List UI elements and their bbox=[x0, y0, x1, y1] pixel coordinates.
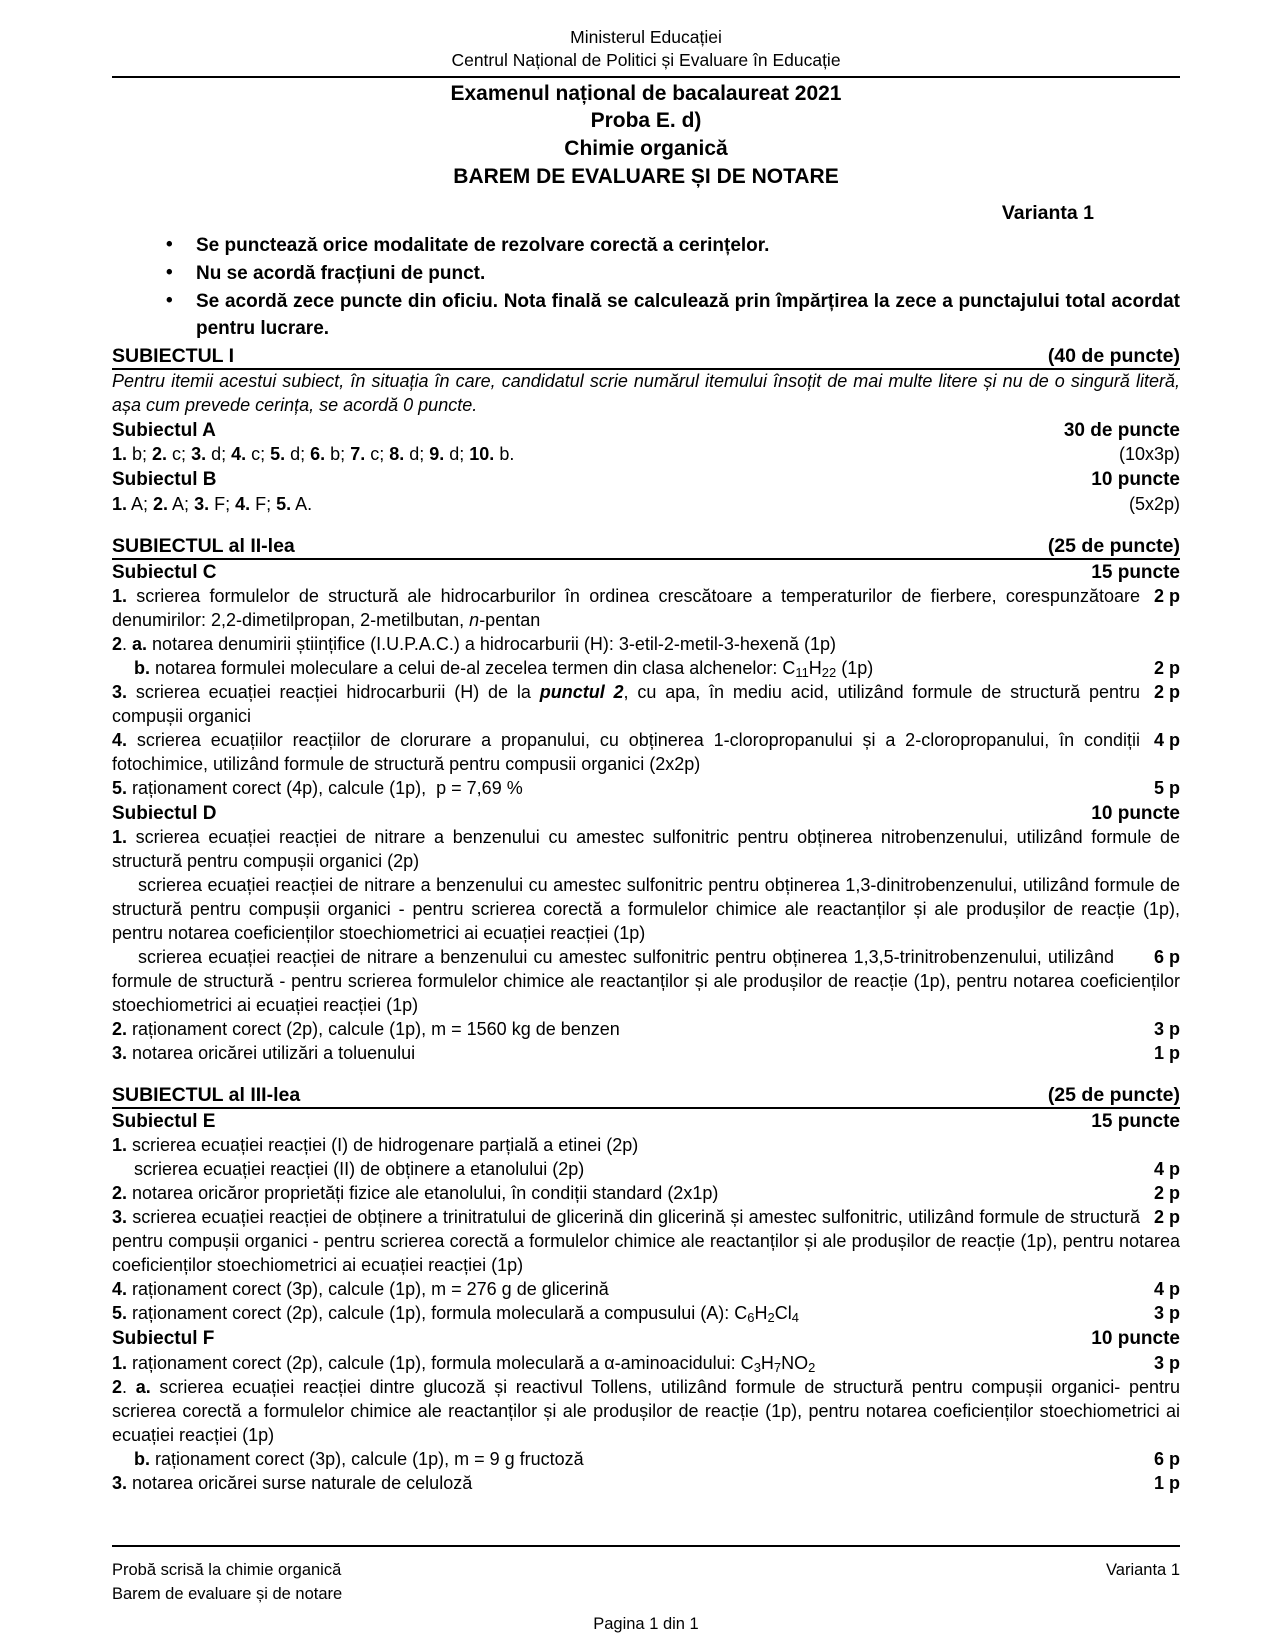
list-item: • Se punctează orice modalitate de rezolvare corectă a cerințelor. bbox=[160, 233, 1180, 260]
footer-page-number: Pagina 1 din 1 bbox=[593, 1615, 699, 1633]
answer-row-B bbox=[112, 493, 1180, 517]
exam-title bbox=[112, 80, 1180, 191]
center-line: Centrul Național de Politici și Evaluare în Educație bbox=[451, 50, 841, 71]
subsection-points: 30 de puncte bbox=[1063, 419, 1180, 441]
exam-title-line2: Proba E. d) bbox=[590, 109, 702, 133]
exam-title-line4: BAREM DE EVALUARE ȘI DE NOTARE bbox=[453, 164, 839, 188]
footer-left bbox=[112, 1559, 342, 1607]
criteria-item: 2 p b. notarea formulei moleculare a celui de-al zecelea termen din clasa alchenelor: $C_{11}H_{22}$ (1p) bbox=[134, 657, 1180, 681]
criteria-item: 5 p 5. raționament corect (4p), calcule (1p), p = 7,69 % bbox=[112, 777, 1180, 801]
criteria-item: 2 p 2. notarea oricăror proprietăți fizice ale etanolului, în condiții standard (2x1p) bbox=[112, 1182, 1180, 1206]
criteria-points: 4 p bbox=[1153, 730, 1180, 751]
answer-points: (10x3p) bbox=[1118, 444, 1180, 465]
section-header-subject-1 bbox=[112, 345, 1180, 370]
section-header-subject-3 bbox=[112, 1084, 1180, 1109]
criteria-item: 4 p 4. raționament corect (3p), calcule (1p), m = 276 g de glicerină bbox=[112, 1278, 1180, 1302]
criteria-item: 3 p 1. raționament corect (2p), calcule (1p), formula moleculară a α-aminoacidului: $C_3H_7NO_2$ bbox=[112, 1352, 1180, 1375]
criteria-item: 1. scrierea ecuației reacției (I) de hidrogenare parțială a etinei (2p) bbox=[112, 1135, 639, 1156]
subsection-header-B bbox=[112, 467, 1180, 492]
subsection-title: Subiectul E bbox=[112, 1110, 216, 1132]
header-divider bbox=[112, 76, 1180, 78]
list-item: • Se acordă zece puncte din oficiu. Nota finală se calculează prin împărțirea la zece a punctajului total acordat pentru lucrare. bbox=[160, 289, 1180, 343]
answer-list: 1. A; 2. A; 3. F; 4. F; 5. A. bbox=[112, 493, 313, 514]
criteria-points: 4 p bbox=[1153, 1159, 1180, 1180]
section-points: (40 de puncte) bbox=[1047, 345, 1180, 368]
criteria-item: 4 p scrierea ecuației reacției (II) de obținere a etanolului (2p) bbox=[112, 1158, 1180, 1182]
criteria-points: 2 p bbox=[1153, 682, 1180, 703]
variant-label: Varianta 1 bbox=[1001, 202, 1094, 225]
criteria-item: 4 p 4. scrierea ecuațiilor reacțiilor de clorurare a propanului, cu obținerea 1-cloropropanului și a 2-cloropropanului, în condiții fotochimice, utilizând formule de structură pentru compusii organici (2x2p) bbox=[112, 730, 1180, 775]
footer-divider bbox=[112, 1545, 1180, 1547]
criteria-points: 3 p bbox=[1153, 1302, 1180, 1323]
subsection-title: Subiectul A bbox=[112, 419, 216, 441]
criteria-item: 3 p 5. raționament corect (2p), calcule (1p), formula moleculară a compusului (A): $C_6H_2Cl_4$ bbox=[112, 1302, 1180, 1326]
subsection-header-F bbox=[112, 1326, 1180, 1351]
section-header-subject-2 bbox=[112, 535, 1180, 560]
footer-columns bbox=[112, 1559, 1180, 1607]
section-points: (25 de puncte) bbox=[1047, 1083, 1180, 1106]
criteria-points: 1 p bbox=[1153, 1042, 1180, 1063]
subsection-title: Subiectul F bbox=[112, 1328, 215, 1350]
criteria-points: 2 p bbox=[1153, 586, 1180, 607]
subsection-title: Subiectul D bbox=[112, 802, 217, 824]
criteria-item: 2 p 3. scrierea ecuației reacției hidrocarburii (H) de la punctul 2, cu apa, în mediu acid, utilizând formule de structură pentru compușii organici bbox=[112, 682, 1180, 727]
section-points: (25 de puncte) bbox=[1047, 534, 1180, 557]
footer-doc-label: Barem de evaluare și de notare bbox=[112, 1585, 343, 1604]
criteria-item: 2. a. scrierea ecuației reacției dintre glucoză și reactivul Tollens, utilizând formule de structură pentru compușii organici- pentru scrierea corectă a formulelor chimice ale reactanților și ale produșilor de reacție (1p), pentru notarea coeficienților stoechiometrici ai ecuației reacției (1p) bbox=[112, 1377, 1180, 1446]
criteria-points: 3 p bbox=[1153, 1352, 1180, 1373]
criteria-points: 5 p bbox=[1153, 778, 1180, 799]
subsection-header-C bbox=[112, 560, 1180, 585]
criteria-points: 2 p bbox=[1153, 1207, 1180, 1228]
general-notes-list bbox=[112, 233, 1180, 343]
criteria-item: 2 p 1. scrierea formulelor de structură ale hidrocarburilor în ordinea crescătoare a temperaturilor de fierbere, corespunzătoare denumirilor: 2,2-dimetilpropan, 2-metilbutan, n-pentan bbox=[112, 586, 1180, 630]
criteria-item: 1 p 3. notarea oricărei surse naturale de celuloză bbox=[112, 1472, 1180, 1496]
section-title: SUBIECTUL I bbox=[112, 345, 235, 368]
criteria-points: 4 p bbox=[1153, 1278, 1180, 1299]
criteria-item: 6 p b. raționament corect (3p), calcule (1p), m = 9 g fructoză bbox=[112, 1448, 1180, 1472]
masthead bbox=[112, 26, 1180, 73]
criteria-item: 1 p 3. notarea oricărei utilizări a toluenului bbox=[112, 1042, 1180, 1066]
subsection-points: 10 puncte bbox=[1091, 802, 1180, 824]
exam-title-line1: Examenul național de bacalaureat 2021 bbox=[450, 81, 842, 105]
subsection-title: Subiectul C bbox=[112, 561, 217, 583]
footer-variant: Varianta 1 bbox=[1106, 1561, 1180, 1580]
section-title: SUBIECTUL al III-lea bbox=[112, 1083, 301, 1106]
section-title: SUBIECTUL al II-lea bbox=[112, 534, 295, 557]
page-footer bbox=[112, 1545, 1180, 1634]
subsection-points: 10 puncte bbox=[1091, 469, 1180, 491]
subsection-title: Subiectul B bbox=[112, 469, 217, 491]
subsection-points: 10 puncte bbox=[1091, 1328, 1180, 1350]
criteria-item: scrierea ecuației reacției de nitrare a benzenului cu amestec sulfonitric pentru obținerea 1,3-dinitrobenzenului, utilizând formule de structură pentru compușii organici - pentru scrierea corectă a formulelor chimice ale reactanților și ale produșilor de reacție (1p), pentru notarea coeficienților stoechiometrici ai ecuației reacției (1p) bbox=[112, 875, 1180, 944]
answer-points: (5x2p) bbox=[1128, 493, 1180, 514]
criteria-points: 2 p bbox=[1153, 1183, 1180, 1204]
subject-1-note: Pentru itemii acestui subiect, în situația în care, candidatul scrie numărul itemului însoțit de mai multe litere și nu de o singură literă, așa cum prevede cerința, se acordă 0 puncte. bbox=[112, 371, 1180, 416]
criteria-item: 2 p 3. scrierea ecuației reacției de obținere a trinitratului de glicerină din glicerină și amestec sulfonitric, utilizând formule de structură pentru compușii organici - pentru scrierea corectă a formulelor chimice ale reactanților și ale produșilor de reacție (1p), pentru notarea coeficienților stoechiometrici ai ecuației reacției (1p) bbox=[112, 1207, 1180, 1275]
answer-row-A bbox=[112, 443, 1180, 467]
subsection-header-D bbox=[112, 801, 1180, 826]
criteria-points: 3 p bbox=[1153, 1018, 1180, 1039]
subsection-header-E bbox=[112, 1109, 1180, 1134]
subsection-points: 15 puncte bbox=[1091, 561, 1180, 583]
criteria-item: 2. a. notarea denumirii științifice (I.U.P.A.C.) a hidrocarburii (H): 3-etil-2-metil-3-hexenă (1p) bbox=[112, 633, 836, 654]
criteria-item: 6 p scrierea ecuației reacției de nitrare a benzenului cu amestec sulfonitric pentru obținerea 1,3,5-trinitrobenzenului, utilizând formule de structură - pentru scrierea formulelor chimice ale reactanților și ale produșilor de reacție (1p), pentru notarea coeficienților stoechiometrici ai ecuației reacției (1p) bbox=[112, 947, 1180, 1015]
criteria-points: 1 p bbox=[1153, 1472, 1180, 1493]
exam-title-line3: Chimie organică bbox=[564, 136, 728, 160]
answer-list: 1. b; 2. c; 3. d; 4. c; 5. d; 6. b; 7. c; 8. d; 9. d; 10. b. bbox=[112, 444, 515, 465]
subsection-points: 15 puncte bbox=[1091, 1110, 1180, 1132]
list-item: • Nu se acordă fracțiuni de punct. bbox=[160, 261, 1180, 288]
criteria-item: 3 p 2. raționament corect (2p), calcule (1p), m = 1560 kg de benzen bbox=[112, 1018, 1180, 1042]
criteria-points: 2 p bbox=[1153, 657, 1180, 678]
criteria-points: 6 p bbox=[1153, 1448, 1180, 1469]
subsection-header-A bbox=[112, 418, 1180, 443]
criteria-item: 1. scrierea ecuației reacției de nitrare a benzenului cu amestec sulfonitric pentru obținerea nitrobenzenului, utilizând formule de structură pentru compușii organici (2p) bbox=[112, 827, 1180, 872]
criteria-points: 6 p bbox=[1153, 947, 1180, 968]
ministry-line: Ministerul Educației bbox=[570, 27, 722, 47]
footer-exam-label: Probă scrisă la chimie organică bbox=[112, 1561, 342, 1580]
